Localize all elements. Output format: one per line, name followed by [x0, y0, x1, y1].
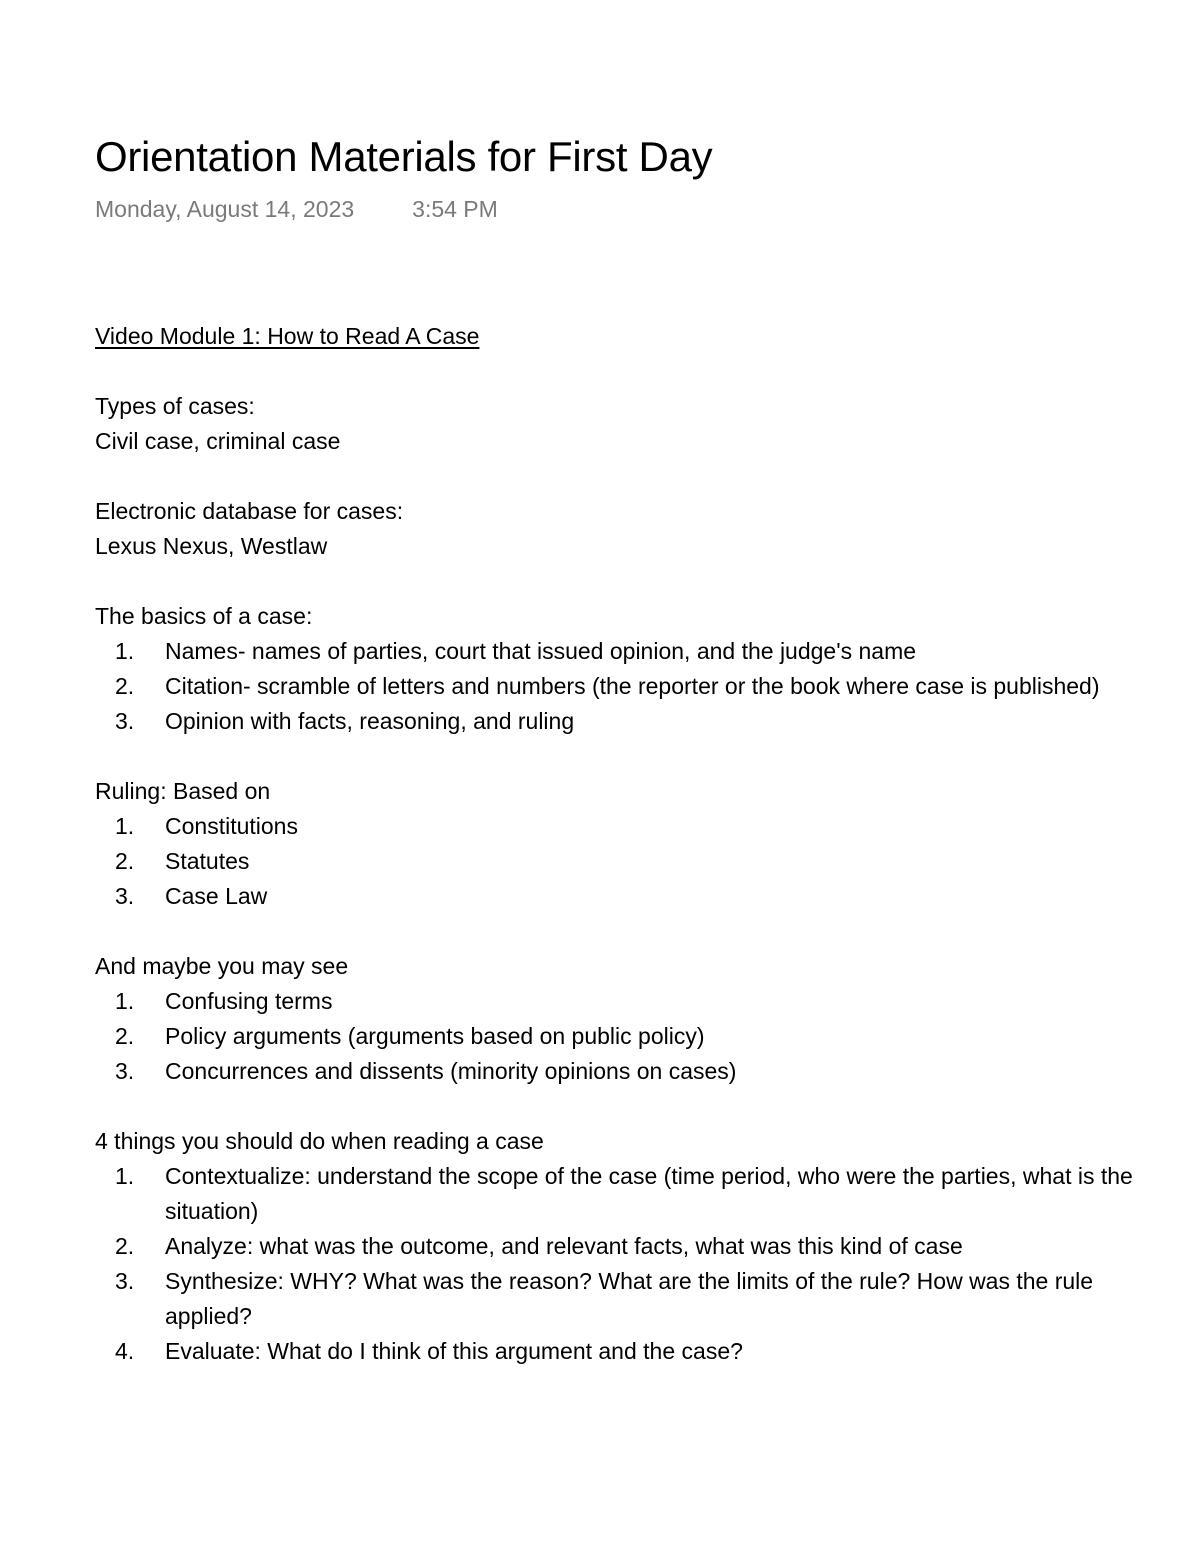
document-page: [95, 130, 1155, 1369]
list-text: Contextualize: understand the scope of the case (time period, who were the parties, what is the situation): [165, 1163, 1133, 1224]
list-number: 4.: [115, 1338, 135, 1364]
page-time: 3:54 PM: [412, 196, 498, 222]
page-date: Monday, August 14, 2023: [95, 196, 355, 222]
list-text: Confusing terms: [165, 988, 333, 1014]
types-of-cases-value: Civil case, criminal case: [95, 428, 341, 454]
ruling-list: [95, 809, 1155, 914]
list-text: Case Law: [165, 883, 268, 909]
list-number: 3.: [115, 883, 135, 909]
list-item: [95, 669, 1155, 704]
list-text: Evaluate: What do I think of this argument and the case?: [165, 1338, 743, 1364]
list-item: [95, 809, 1155, 844]
list-item: [95, 704, 1155, 739]
list-number: 2.: [115, 1023, 135, 1049]
module-heading: Video Module 1: How to Read A Case: [95, 323, 480, 349]
list-number: 1.: [115, 1163, 135, 1189]
list-number: 3.: [115, 1268, 135, 1294]
four-things-list: [95, 1159, 1155, 1369]
list-number: 3.: [115, 708, 135, 734]
databases-value: Lexus Nexus, Westlaw: [95, 533, 328, 559]
list-text: Citation- scramble of letters and numbers (the reporter or the book where case is published): [165, 673, 1100, 699]
page-timestamp: [95, 194, 1155, 224]
spacer: [95, 914, 1155, 949]
four-things-label: 4 things you should do when reading a case: [95, 1128, 544, 1154]
basics-list: [95, 634, 1155, 739]
list-number: 2.: [115, 848, 135, 874]
spacer: [95, 739, 1155, 774]
list-item: [95, 1334, 1155, 1369]
ruling-label: Ruling: Based on: [95, 778, 271, 804]
list-item: [95, 844, 1155, 879]
maybe-label: And maybe you may see: [95, 953, 349, 979]
maybe-list: [95, 984, 1155, 1089]
list-text: Statutes: [165, 848, 250, 874]
basics-label: The basics of a case:: [95, 603, 313, 629]
list-number: 3.: [115, 1058, 135, 1084]
list-text: Synthesize: WHY? What was the reason? What are the limits of the rule? How was the rule applied?: [165, 1268, 1094, 1329]
list-item: [95, 1054, 1155, 1089]
list-text: Concurrences and dissents (minority opinions on cases): [165, 1058, 737, 1084]
list-text: Constitutions: [165, 813, 298, 839]
list-number: 2.: [115, 673, 135, 699]
list-item: [95, 1019, 1155, 1054]
spacer: [95, 459, 1155, 494]
spacer: [95, 354, 1155, 389]
types-of-cases-label: Types of cases:: [95, 393, 255, 419]
list-item: [95, 984, 1155, 1019]
spacer: [95, 564, 1155, 599]
list-item: [95, 1159, 1155, 1229]
note-body: [95, 319, 1155, 1369]
page-title: Orientation Materials for First Day: [95, 133, 713, 180]
list-item: [95, 1229, 1155, 1264]
list-number: 1.: [115, 813, 135, 839]
list-item: [95, 634, 1155, 669]
list-text: Policy arguments (arguments based on public policy): [165, 1023, 705, 1049]
databases-label: Electronic database for cases:: [95, 498, 404, 524]
list-number: 1.: [115, 638, 135, 664]
list-item: [95, 879, 1155, 914]
list-number: 1.: [115, 988, 135, 1014]
spacer: [95, 1089, 1155, 1124]
list-text: Names- names of parties, court that issued opinion, and the judge's name: [165, 638, 917, 664]
list-number: 2.: [115, 1233, 135, 1259]
list-text: Analyze: what was the outcome, and relevant facts, what was this kind of case: [165, 1233, 963, 1259]
list-item: [95, 1264, 1155, 1334]
list-text: Opinion with facts, reasoning, and ruling: [165, 708, 575, 734]
